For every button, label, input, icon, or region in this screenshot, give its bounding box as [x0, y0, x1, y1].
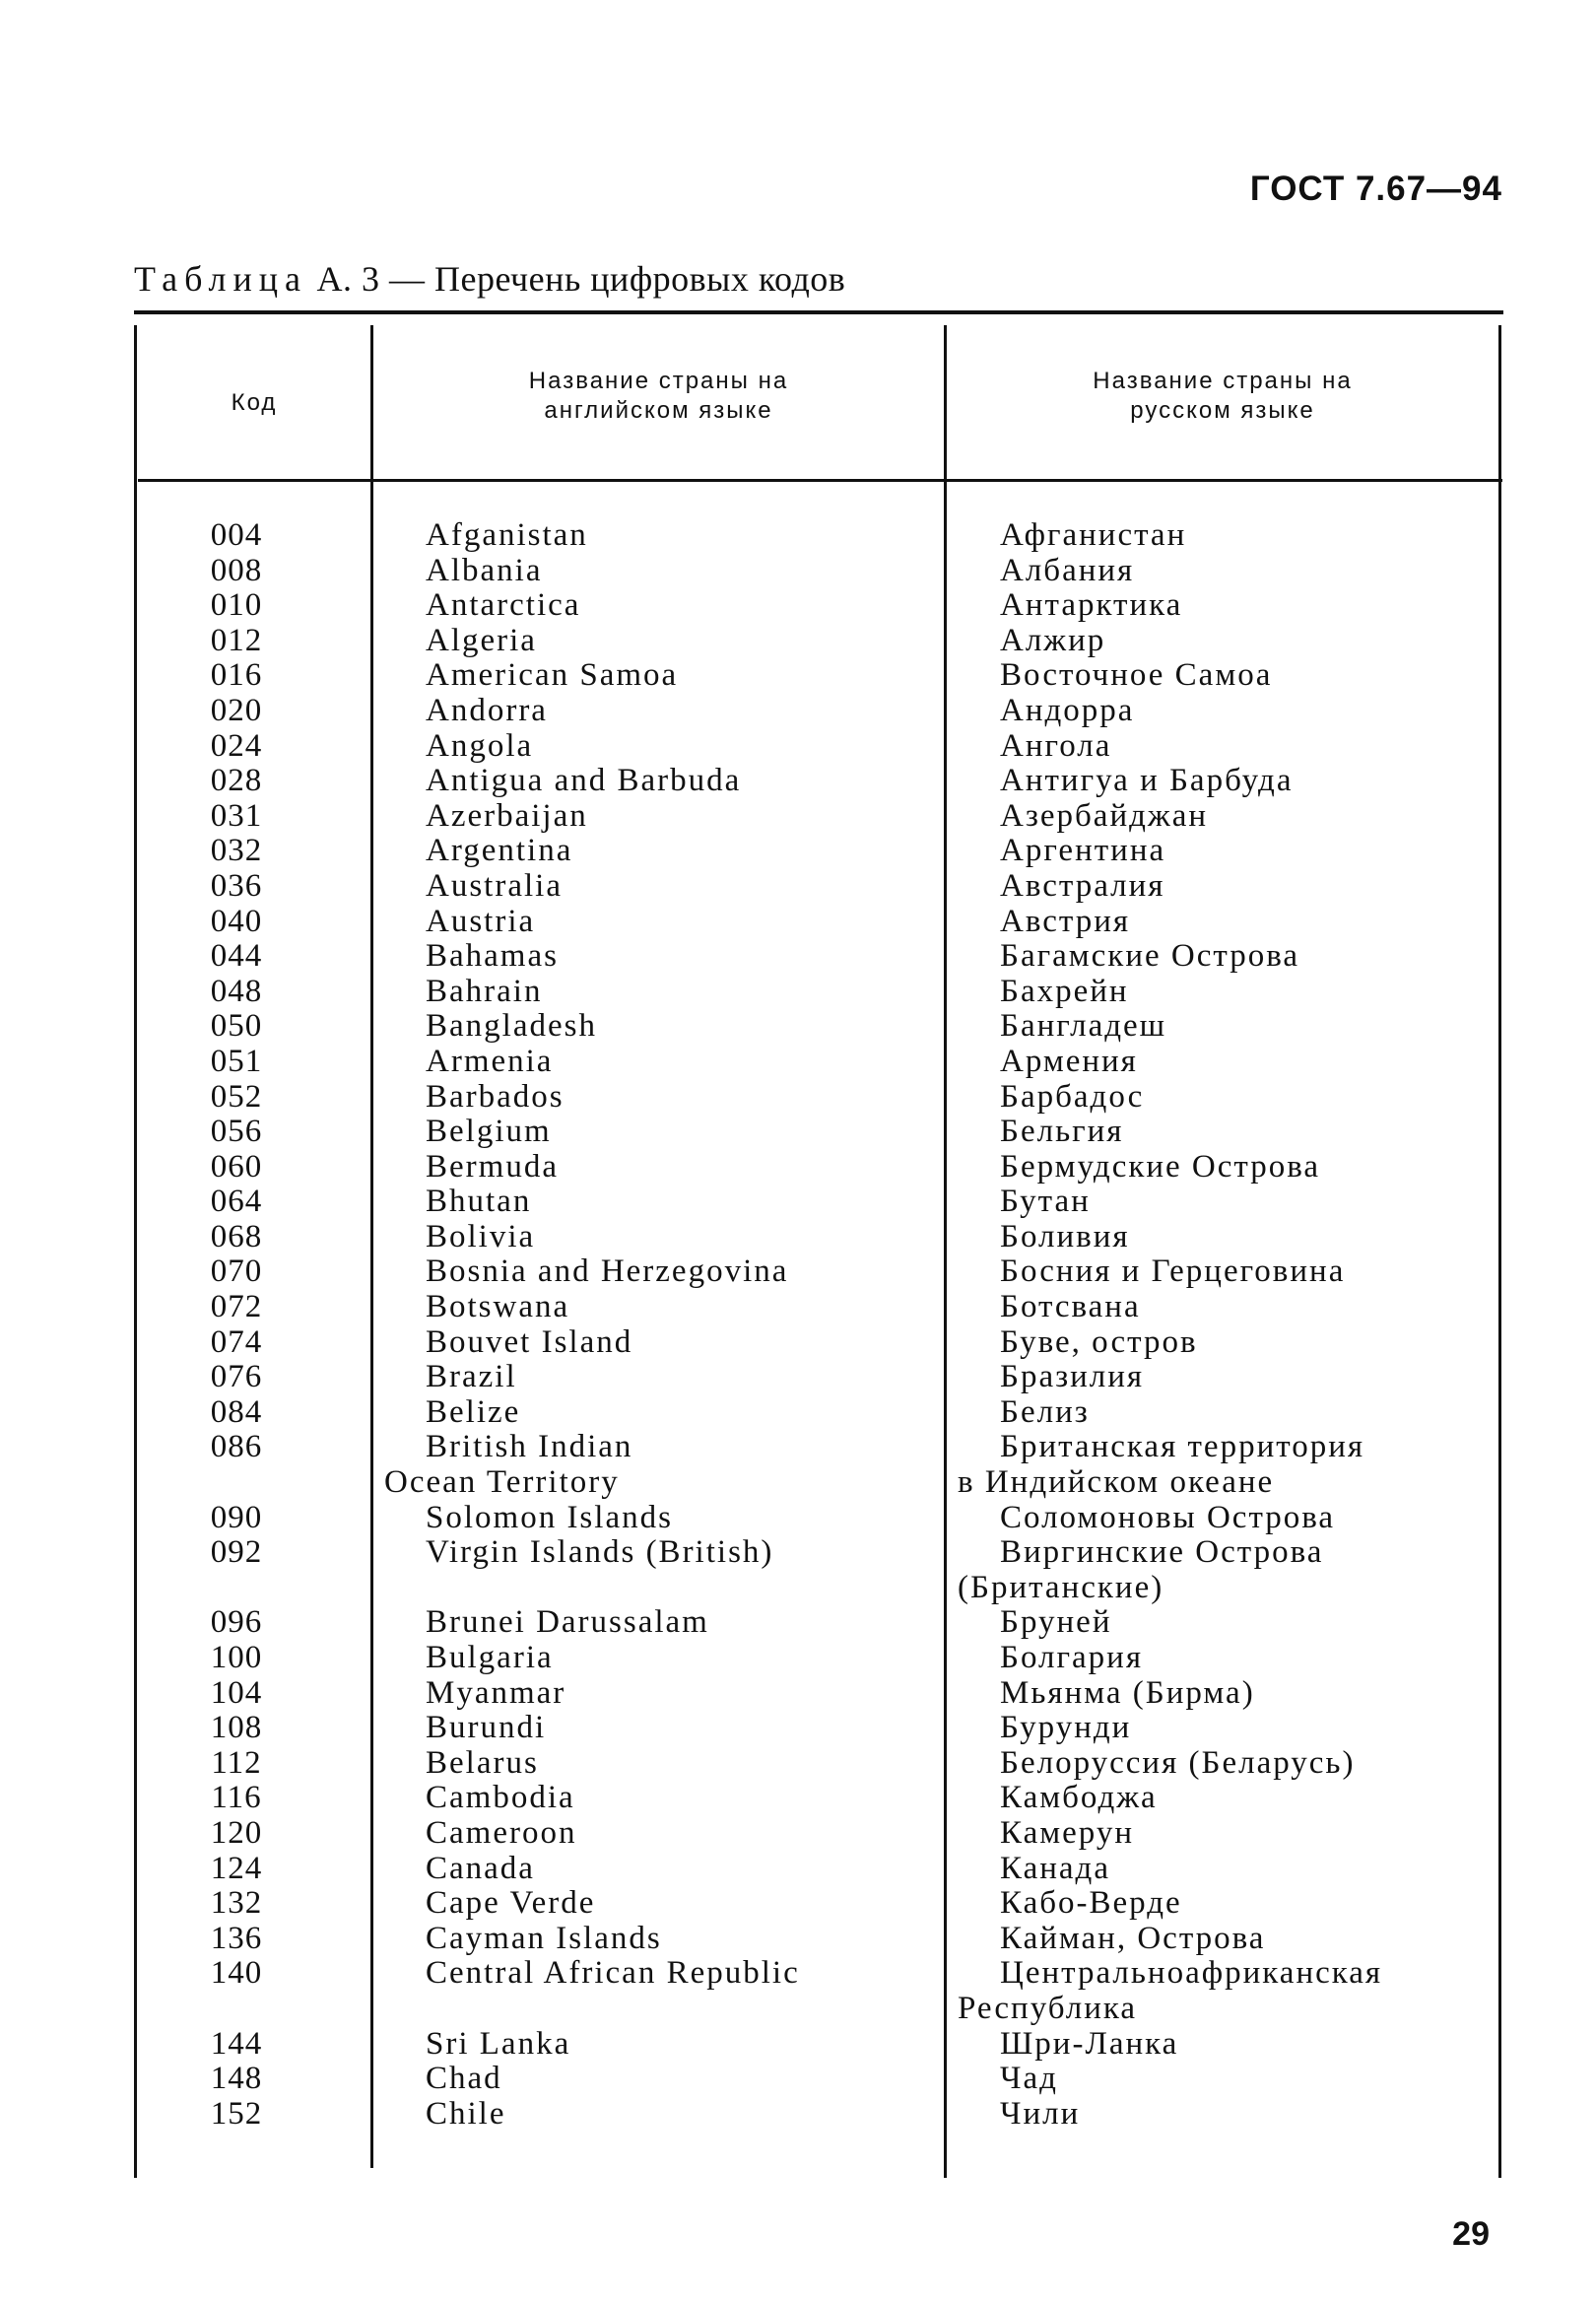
- table-row: [0, 1325, 1596, 1361]
- country-code-cell: 032: [210, 833, 263, 869]
- country-code-cell: 148: [210, 2061, 263, 2097]
- english-name-cell: Central African Republic: [426, 1955, 800, 1992]
- table-top-rule: [134, 310, 1503, 314]
- table-row: [0, 1185, 1596, 1220]
- english-name-cell: Azerbaijan: [426, 797, 588, 834]
- country-code-cell: 120: [210, 1814, 263, 1851]
- country-code-cell: 086: [210, 1429, 263, 1465]
- country-code-cell: 016: [210, 657, 263, 694]
- country-code-cell: 112: [211, 1744, 262, 1781]
- table-row: [0, 2097, 1596, 2133]
- russian-name-cell: Австралия: [1000, 867, 1165, 904]
- russian-name-cell: Буве, остров: [1000, 1323, 1198, 1360]
- table-row-continuation: [0, 1571, 1596, 1606]
- country-code-cell: 116: [211, 1780, 262, 1816]
- russian-name-cell: Босния и Герцеговина: [1000, 1253, 1346, 1290]
- country-code-cell: 076: [210, 1359, 263, 1395]
- english-name-cell: Brazil: [426, 1359, 517, 1395]
- english-name-cell: Bangladesh: [426, 1008, 597, 1045]
- table-row: [0, 1360, 1596, 1395]
- russian-name-cell: Ангола: [1000, 727, 1112, 764]
- english-name-cell: Chad: [426, 2061, 502, 2097]
- country-code-cell: 064: [210, 1184, 263, 1220]
- russian-name-cell: Бурунди: [1000, 1710, 1132, 1746]
- english-name-cell: Barbados: [426, 1078, 565, 1115]
- table-row: [0, 975, 1596, 1010]
- english-name-cell: Bermuda: [426, 1148, 559, 1185]
- russian-name-cell: Бразилия: [1000, 1359, 1145, 1395]
- russian-name-cell: Британская территория: [1000, 1429, 1365, 1465]
- country-code-cell: 051: [210, 1043, 263, 1079]
- country-code-cell: 008: [210, 552, 263, 588]
- english-name-cell: Antigua and Barbuda: [426, 763, 742, 799]
- english-name-cell: Armenia: [426, 1043, 554, 1079]
- russian-name-cell: Кайман, Острова: [1000, 1920, 1266, 1956]
- russian-name-cell: Камерун: [1000, 1814, 1134, 1851]
- english-name-cell: Algeria: [426, 622, 537, 658]
- table-row: [0, 1676, 1596, 1712]
- russian-name-cell: Бермудские Острова: [1000, 1148, 1321, 1185]
- russian-name-cell: Бутан: [1000, 1184, 1091, 1220]
- english-name-cell: Cayman Islands: [426, 1920, 662, 1956]
- english-name-cell: Ocean Territory: [384, 1464, 620, 1501]
- column-header-english: [373, 367, 944, 426]
- english-name-cell: Virgin Islands (British): [426, 1534, 774, 1571]
- table-row: [0, 1535, 1596, 1571]
- country-code-cell: 010: [210, 587, 263, 624]
- column-header-english-line2: английском языке: [544, 397, 773, 424]
- table-caption: [134, 258, 845, 300]
- table-row: [0, 1816, 1596, 1852]
- russian-name-cell: в Индийском океане: [958, 1464, 1275, 1501]
- table-row: [0, 588, 1596, 624]
- russian-name-cell: Виргинские Острова: [1000, 1534, 1324, 1571]
- english-name-cell: British Indian: [426, 1429, 633, 1465]
- english-name-cell: Bolivia: [426, 1218, 536, 1254]
- english-name-cell: Antarctica: [426, 587, 581, 624]
- english-name-cell: Burundi: [426, 1710, 547, 1746]
- russian-name-cell: Соломоновы Острова: [1000, 1499, 1336, 1535]
- english-name-cell: Austria: [426, 903, 536, 939]
- russian-name-cell: Бахрейн: [1000, 973, 1129, 1009]
- english-name-cell: Myanmar: [426, 1674, 566, 1711]
- column-header-russian: [947, 367, 1498, 426]
- table-header-rule: [138, 479, 1502, 482]
- table-row: [0, 1009, 1596, 1045]
- russian-name-cell: Болгария: [1000, 1640, 1144, 1675]
- table-row: [0, 1115, 1596, 1150]
- russian-name-cell: Восточное Самоа: [1000, 657, 1273, 694]
- english-name-cell: Canada: [426, 1850, 535, 1886]
- english-name-cell: Bosnia and Herzegovina: [426, 1253, 789, 1290]
- english-name-cell: Cambodia: [426, 1780, 575, 1816]
- russian-name-cell: Андорра: [1000, 692, 1135, 728]
- table-row: [0, 1711, 1596, 1746]
- table-row: [0, 1922, 1596, 1957]
- english-name-cell: Argentina: [426, 833, 573, 869]
- table-row: [0, 1852, 1596, 1887]
- column-header-russian-line1: Название страны на: [1093, 368, 1353, 394]
- russian-name-cell: Республика: [958, 1990, 1138, 2026]
- english-name-cell: Afganistan: [426, 517, 588, 553]
- table-row: [0, 2027, 1596, 2063]
- russian-name-cell: Антигуа и Барбуда: [1000, 763, 1294, 799]
- country-code-cell: 144: [210, 2025, 263, 2062]
- english-name-cell: Belize: [426, 1393, 521, 1430]
- country-code-cell: 012: [210, 622, 263, 658]
- english-name-cell: Bhutan: [426, 1184, 532, 1220]
- english-name-cell: Botswana: [426, 1289, 570, 1325]
- russian-name-cell: Австрия: [1000, 903, 1131, 939]
- country-code-cell: 124: [210, 1850, 263, 1886]
- caption-label: Таблица: [134, 259, 307, 299]
- table-row: [0, 694, 1596, 729]
- english-name-cell: Brunei Darussalam: [426, 1604, 709, 1641]
- russian-name-cell: Аргентина: [1000, 833, 1166, 869]
- country-code-cell: 108: [210, 1710, 263, 1746]
- table-row: [0, 1045, 1596, 1080]
- russian-name-cell: (Британские): [958, 1569, 1164, 1605]
- caption-number: А. 3: [316, 259, 380, 299]
- column-header-code: Код: [231, 389, 278, 416]
- table-row-continuation: [0, 1992, 1596, 2027]
- table-row: [0, 1080, 1596, 1116]
- english-name-cell: Bouvet Island: [426, 1323, 633, 1360]
- table-row: [0, 1430, 1596, 1465]
- country-code-cell: 100: [210, 1640, 263, 1675]
- russian-name-cell: Кабо-Верде: [1000, 1885, 1182, 1922]
- table-row: [0, 834, 1596, 869]
- russian-name-cell: Барбадос: [1000, 1078, 1145, 1115]
- country-code-cell: 028: [210, 763, 263, 799]
- russian-name-cell: Белоруссия (Беларусь): [1000, 1744, 1356, 1781]
- table-row: [0, 1956, 1596, 1992]
- country-code-cell: 136: [210, 1920, 263, 1956]
- country-code-cell: 060: [210, 1148, 263, 1185]
- russian-name-cell: Багамские Острова: [1000, 938, 1299, 975]
- country-code-cell: 056: [210, 1114, 263, 1150]
- russian-name-cell: Алжир: [1000, 622, 1106, 658]
- country-code-cell: 068: [210, 1218, 263, 1254]
- country-code-cell: 024: [210, 727, 263, 764]
- country-code-cell: 048: [210, 973, 263, 1009]
- table-row: [0, 905, 1596, 940]
- country-code-cell: 004: [210, 517, 263, 553]
- english-name-cell: Bulgaria: [426, 1640, 554, 1675]
- english-name-cell: Bahrain: [426, 973, 543, 1009]
- country-code-cell: 072: [210, 1289, 263, 1325]
- table-row: [0, 729, 1596, 765]
- english-name-cell: Solomon Islands: [426, 1499, 673, 1535]
- english-name-cell: Cape Verde: [426, 1885, 596, 1922]
- table-row: [0, 764, 1596, 799]
- country-code-cell: 050: [210, 1008, 263, 1045]
- country-code-cell: 074: [210, 1323, 263, 1360]
- table-row: [0, 554, 1596, 589]
- country-code-cell: 090: [210, 1499, 263, 1535]
- table-row: [0, 1150, 1596, 1185]
- russian-name-cell: Азербайджан: [1000, 797, 1209, 834]
- russian-name-cell: Центральноафриканская: [1000, 1955, 1383, 1992]
- table-row-continuation: [0, 1465, 1596, 1501]
- russian-name-cell: Албания: [1000, 552, 1135, 588]
- document-code: ГОСТ 7.67—94: [1249, 169, 1502, 208]
- country-code-cell: 140: [210, 1955, 263, 1992]
- table-row: [0, 1501, 1596, 1536]
- country-code-cell: 152: [210, 2095, 263, 2132]
- table-row: [0, 869, 1596, 905]
- russian-name-cell: Чили: [1000, 2095, 1081, 2132]
- english-name-cell: Bahamas: [426, 938, 559, 975]
- russian-name-cell: Камбоджа: [1000, 1780, 1158, 1816]
- table-row: [0, 658, 1596, 694]
- english-name-cell: Chile: [426, 2095, 506, 2132]
- country-code-cell: 084: [210, 1393, 263, 1430]
- english-name-cell: Sri Lanka: [426, 2025, 571, 2062]
- country-code-cell: 031: [210, 797, 263, 834]
- table-row: [0, 624, 1596, 659]
- country-code-cell: 132: [210, 1885, 263, 1922]
- russian-name-cell: Антарктика: [1000, 587, 1183, 624]
- russian-name-cell: Боливия: [1000, 1218, 1130, 1254]
- country-code-cell: 104: [210, 1674, 263, 1711]
- column-header-russian-line2: русском языке: [1130, 397, 1315, 424]
- country-code-cell: 096: [210, 1604, 263, 1641]
- russian-name-cell: Мьянма (Бирма): [1000, 1674, 1255, 1711]
- table-row: [0, 518, 1596, 554]
- russian-name-cell: Армения: [1000, 1043, 1138, 1079]
- caption-text: — Перечень цифровых кодов: [388, 259, 846, 299]
- table-row: [0, 1641, 1596, 1676]
- english-name-cell: Belgium: [426, 1114, 552, 1150]
- english-name-cell: Angola: [426, 727, 534, 764]
- table-row: [0, 1290, 1596, 1325]
- russian-name-cell: Бельгия: [1000, 1114, 1124, 1150]
- english-name-cell: American Samoa: [426, 657, 679, 694]
- table-body: [0, 518, 1596, 2132]
- country-code-cell: 070: [210, 1253, 263, 1290]
- russian-name-cell: Шри-Ланка: [1000, 2025, 1179, 2062]
- table-row: [0, 2062, 1596, 2097]
- country-code-cell: 020: [210, 692, 263, 728]
- table-row: [0, 939, 1596, 975]
- table-row: [0, 1395, 1596, 1431]
- russian-name-cell: Афганистан: [1000, 517, 1187, 553]
- english-name-cell: Australia: [426, 867, 563, 904]
- country-code-cell: 040: [210, 903, 263, 939]
- page-number: 29: [1452, 2215, 1490, 2253]
- table-row: [0, 1781, 1596, 1816]
- country-code-cell: 092: [210, 1534, 263, 1571]
- russian-name-cell: Белиз: [1000, 1393, 1090, 1430]
- russian-name-cell: Чад: [1000, 2061, 1058, 2097]
- table-row: [0, 1220, 1596, 1255]
- table-row: [0, 799, 1596, 835]
- russian-name-cell: Бангладеш: [1000, 1008, 1167, 1045]
- country-code-cell: 036: [210, 867, 263, 904]
- table-row: [0, 1886, 1596, 1922]
- column-header-english-line1: Название страны на: [528, 368, 789, 394]
- country-code-cell: 044: [210, 938, 263, 975]
- english-name-cell: Albania: [426, 552, 543, 588]
- english-name-cell: Cameroon: [426, 1814, 577, 1851]
- english-name-cell: Andorra: [426, 692, 548, 728]
- russian-name-cell: Канада: [1000, 1850, 1110, 1886]
- russian-name-cell: Бруней: [1000, 1604, 1112, 1641]
- table-row: [0, 1605, 1596, 1641]
- english-name-cell: Belarus: [426, 1744, 539, 1781]
- table-row: [0, 1254, 1596, 1290]
- table-row: [0, 1746, 1596, 1782]
- country-code-cell: 052: [210, 1078, 263, 1115]
- russian-name-cell: Ботсвана: [1000, 1289, 1141, 1325]
